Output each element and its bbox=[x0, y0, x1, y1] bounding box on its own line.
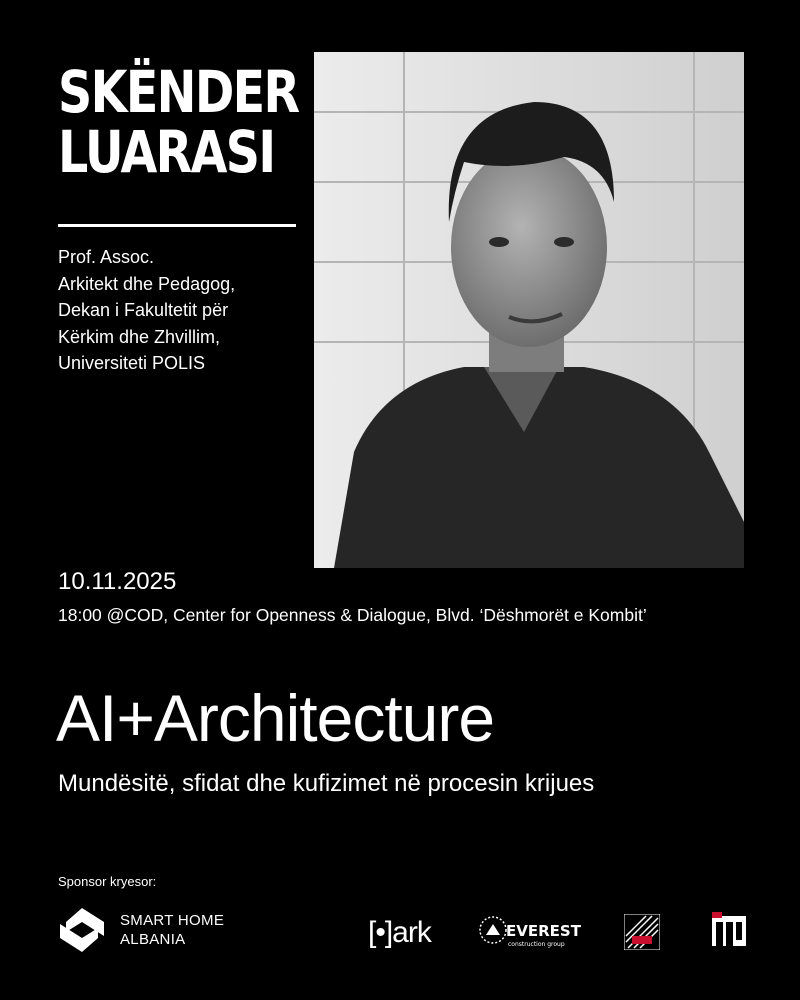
speaker-name-line2: LUARASI bbox=[58, 118, 275, 186]
event-time-venue: 18:00 @COD, Center for Openness & Dialogue, Blvd. ‘Dëshmorët e Kombit’ bbox=[58, 605, 647, 625]
bio-line: Universiteti POLIS bbox=[58, 353, 206, 373]
everest-logo bbox=[478, 913, 590, 956]
ark-logo: [•]ark bbox=[368, 916, 431, 949]
everest-sub: construction group bbox=[508, 941, 565, 948]
speaker-bio bbox=[58, 244, 235, 377]
sponsor-main-line2: ALBANIA bbox=[120, 931, 186, 948]
striped-logo bbox=[624, 914, 660, 955]
smart-home-albania-logo bbox=[58, 906, 224, 954]
divider bbox=[58, 224, 296, 227]
speaker-name bbox=[58, 58, 299, 186]
bio-line: Kërkim dhe Zhvillim, bbox=[58, 326, 221, 347]
bio-line: Arkitekt dhe Pedagog, bbox=[58, 273, 236, 294]
sponsor-main-line1: SMART HOME bbox=[120, 912, 225, 929]
speaker-name-line1: SKËNDER bbox=[58, 58, 299, 126]
upt-logo bbox=[712, 912, 746, 955]
speaker-photo bbox=[314, 52, 744, 568]
event-title: AI+Architecture bbox=[56, 681, 495, 755]
event-subtitle: Mundësitë, sfidat dhe kufizimet në procesin krijues bbox=[58, 770, 595, 797]
sponsor-label: Sponsor kryesor: bbox=[58, 874, 157, 889]
smart-home-s-icon bbox=[58, 906, 106, 954]
bio-line: Dekan i Fakultetit për bbox=[58, 300, 229, 320]
bio-line: Prof. Assoc. bbox=[58, 247, 155, 267]
everest-wordmark: EVEREST bbox=[506, 922, 581, 940]
event-date: 10.11.2025 bbox=[58, 568, 177, 595]
